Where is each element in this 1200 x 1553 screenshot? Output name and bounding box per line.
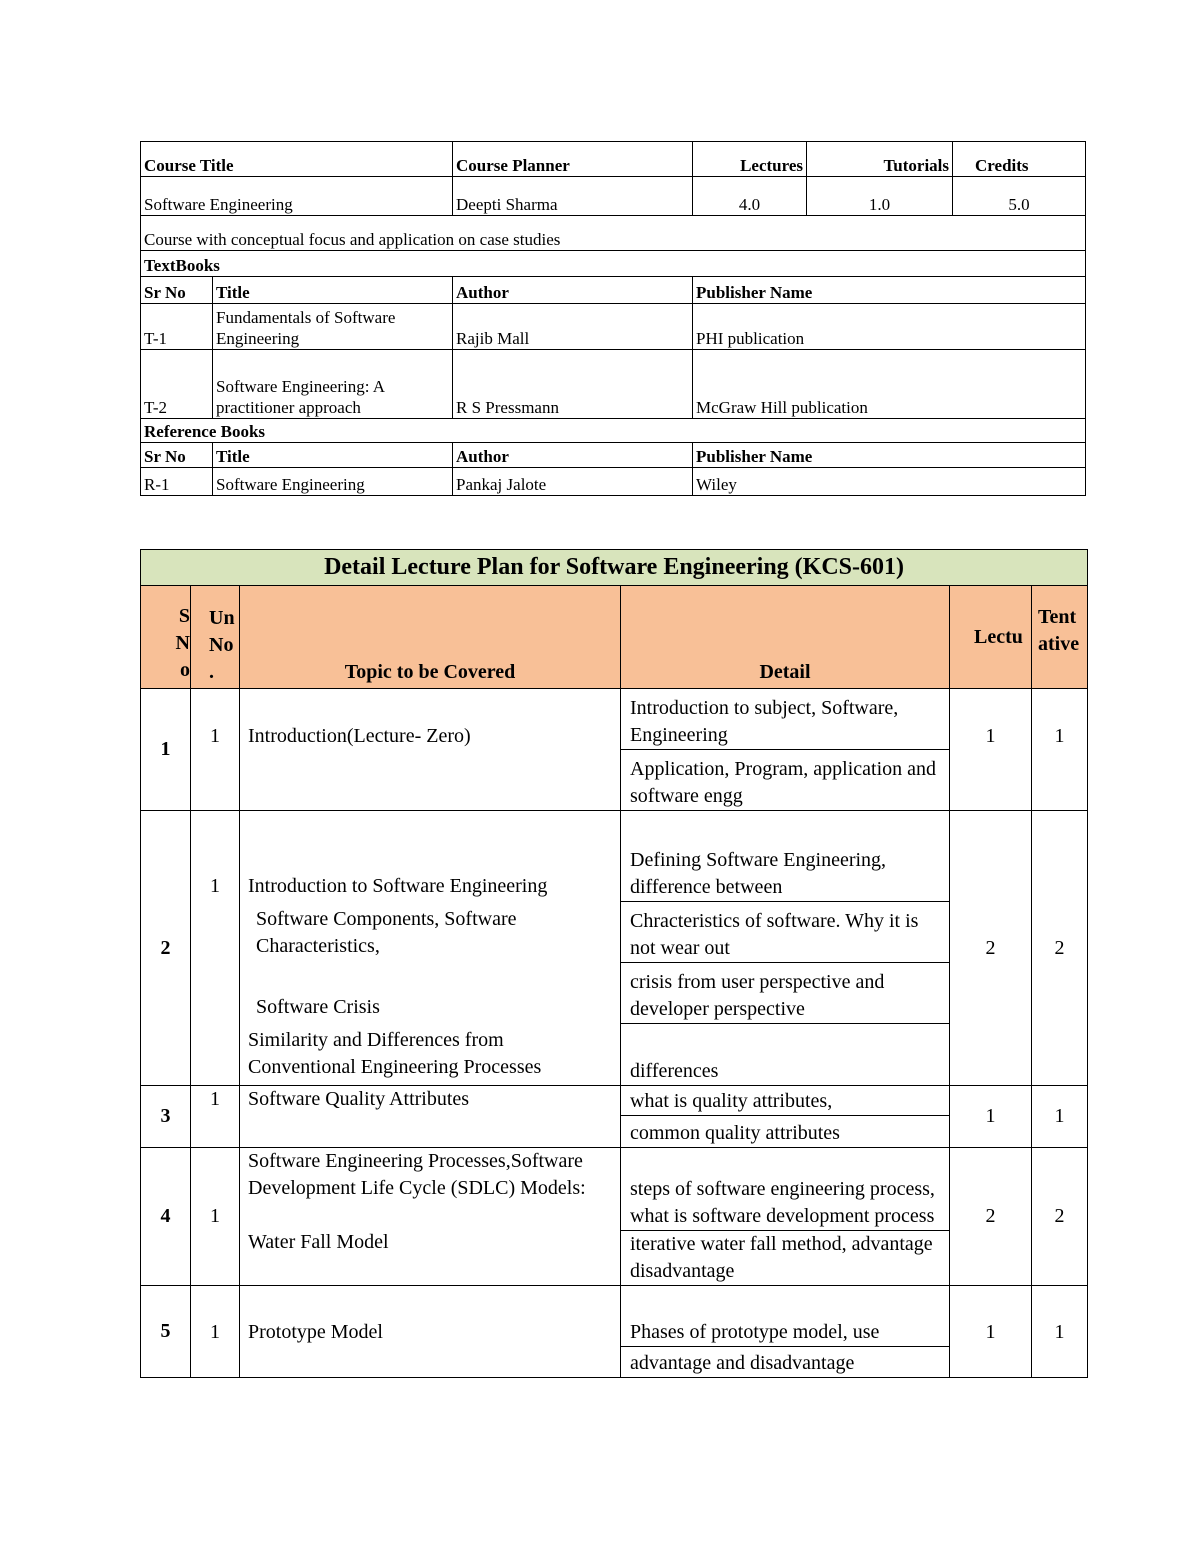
textbook-sr: T-1 [141, 304, 213, 350]
row-lectures: 1 [950, 689, 1032, 811]
textbooks-col-publisher: Publisher Name [693, 277, 1086, 304]
topic-line: Prototype Model [248, 1321, 383, 1343]
row-detail [621, 811, 950, 1086]
row-tentative: 1 [1032, 689, 1088, 811]
row-lectures: 2 [950, 811, 1032, 1086]
reference-author: Pankaj Jalote [453, 468, 693, 496]
tutorials-header: Tutorials [807, 142, 953, 177]
row-tentative: 2 [1032, 1148, 1088, 1286]
table-row [141, 468, 1086, 496]
header-tentative: Tent ative [1032, 586, 1088, 689]
row-detail [621, 1148, 950, 1286]
table-row [141, 1086, 1088, 1148]
table-row [141, 811, 1088, 1086]
detail-line: advantage and disadvantage [630, 1352, 855, 1374]
header-topic: Topic to be Covered [240, 586, 621, 689]
lectures-value: 4.0 [693, 177, 807, 216]
reference-publisher: Wiley [693, 468, 1086, 496]
detail-line: common quality attributes [630, 1122, 840, 1144]
detail-line: Introduction to subject, Software, Engineering [621, 689, 949, 750]
lecture-plan-table [140, 549, 1088, 1378]
topic-line: Similarity and Differences from Conventional Engineering Processes [248, 1029, 542, 1078]
lectures-header: Lectures [693, 142, 807, 177]
table-row [141, 689, 1088, 811]
header-unit-no: Un No . [191, 586, 240, 689]
detail-line: iterative water fall method, advantage disadvantage [630, 1233, 933, 1282]
row-topic [240, 1148, 621, 1286]
course-title-value: Software Engineering [141, 177, 453, 216]
row-lectures: 1 [950, 1086, 1032, 1148]
course-info-table [140, 141, 1086, 496]
topic-line: Software Engineering Processes,Software Development Life Cycle (SDLC) Models: [248, 1150, 586, 1199]
tutorials-value: 1.0 [807, 177, 953, 216]
course-title-header: Course Title [141, 142, 453, 177]
row-detail [621, 1286, 950, 1378]
textbook-author: Rajib Mall [453, 304, 693, 350]
textbooks-col-sr: Sr No [141, 277, 213, 304]
row-topic [240, 689, 621, 811]
row-unit-no: 1 [191, 1148, 240, 1286]
row-topic [240, 1286, 621, 1378]
textbook-title: Fundamentals of Software Engineering [213, 304, 453, 350]
row-sr-no: 2 [141, 811, 191, 1086]
reference-books-heading: Reference Books [141, 419, 1086, 443]
topic-line: Introduction(Lecture- Zero) [248, 725, 471, 747]
header-detail: Detail [621, 586, 950, 689]
textbook-title: Software Engineering: A practitioner approach [213, 350, 453, 419]
detail-line: Defining Software Engineering, difference between [621, 811, 949, 902]
credits-header: Credits [953, 142, 1086, 177]
topic-line: Water Fall Model [248, 1231, 389, 1253]
detail-line: Phases of prototype model, use [621, 1286, 949, 1347]
row-sr-no: 3 [141, 1086, 191, 1148]
row-unit-no: 1 [191, 689, 240, 811]
table-row [141, 1286, 1088, 1378]
lecture-plan-title: Detail Lecture Plan for Software Engineering (KCS-601) [141, 550, 1088, 586]
textbook-author: R S Pressmann [453, 350, 693, 419]
row-sr-no: 1 [141, 689, 191, 811]
row-tentative: 1 [1032, 1286, 1088, 1378]
reference-col-publisher: Publisher Name [693, 443, 1086, 468]
row-unit-no: 1 [191, 811, 240, 1086]
reference-col-sr: Sr No [141, 443, 213, 468]
topic-line: Software Crisis [256, 996, 380, 1018]
row-lectures: 2 [950, 1148, 1032, 1286]
reference-col-title: Title [213, 443, 453, 468]
detail-line: differences [630, 1060, 719, 1082]
table-row [141, 350, 1086, 419]
topic-line: Software Components, Software Characteristics, [256, 908, 517, 957]
detail-line: Application, Program, application and software engg [630, 758, 937, 807]
row-lectures: 1 [950, 1286, 1032, 1378]
detail-line: what is quality attributes, [621, 1086, 949, 1116]
row-unit-no: 1 [191, 1086, 240, 1148]
textbook-publisher: PHI publication [693, 304, 1086, 350]
row-topic [240, 811, 621, 1086]
header-lectures: Lectu [950, 586, 1032, 689]
topic-line: Software Quality Attributes [248, 1088, 470, 1110]
course-planner-value: Deepti Sharma [453, 177, 693, 216]
row-sr-no: 4 [141, 1148, 191, 1286]
credits-value: 5.0 [953, 177, 1086, 216]
row-detail [621, 689, 950, 811]
course-note: Course with conceptual focus and application on case studies [141, 216, 1086, 251]
textbooks-col-author: Author [453, 277, 693, 304]
textbooks-heading: TextBooks [141, 251, 1086, 277]
textbook-sr: T-2 [141, 350, 213, 419]
row-tentative: 1 [1032, 1086, 1088, 1148]
textbook-publisher: McGraw Hill publication [693, 350, 1086, 419]
row-topic [240, 1086, 621, 1148]
table-row [141, 304, 1086, 350]
row-tentative: 2 [1032, 811, 1088, 1086]
textbooks-col-title: Title [213, 277, 453, 304]
detail-line: Chracteristics of software. Why it is not wear out [621, 902, 949, 963]
reference-sr: R-1 [141, 468, 213, 496]
row-sr-no: 5 [141, 1286, 191, 1378]
reference-col-author: Author [453, 443, 693, 468]
detail-line: steps of software engineering process, what is software development process [621, 1148, 949, 1231]
row-detail [621, 1086, 950, 1148]
topic-line: Introduction to Software Engineering [248, 875, 548, 897]
table-row [141, 1148, 1088, 1286]
detail-line: crisis from user perspective and developer perspective [621, 963, 949, 1024]
header-sr-no: S N o [141, 586, 191, 689]
course-planner-header: Course Planner [453, 142, 693, 177]
reference-title: Software Engineering [213, 468, 453, 496]
row-unit-no: 1 [191, 1286, 240, 1378]
